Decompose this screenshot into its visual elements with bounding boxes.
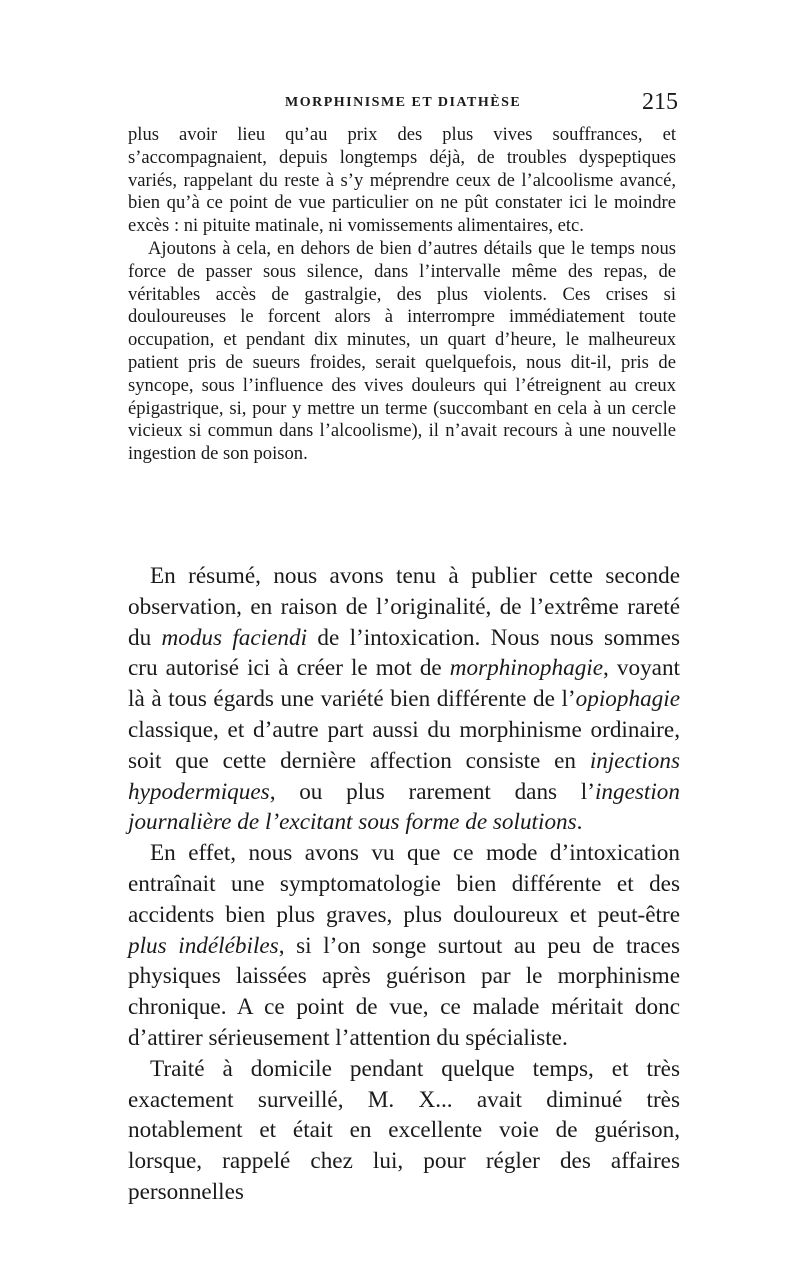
text-run: , voyant là à tous égards une variété bien différente de l’ (128, 655, 680, 713)
paragraph-treatment: Traité à domicile pendant quelque temps, et très exactement surveillé, M. X... avait diminué très notablement et était en excellente voie de guérison, lorsque, rappelé chez lui, pour régler des affaires personnelles (128, 1055, 680, 1205)
text-run: de l’intoxication. Nous nous sommes cru autorisé ici à créer le mot de (128, 624, 680, 682)
running-head: MORPHINISME ET DIATHÈSE (285, 95, 522, 110)
text-run: . (576, 809, 583, 836)
text-run: En résumé, nous avons tenu à publier cette seconde observation, en raison de l’originalité, de l’extrême rareté du (128, 563, 680, 651)
page-header (120, 89, 680, 123)
paragraph-continued: plus avoir lieu qu’au prix des plus vives souffrances, et s’accompagnaient, depuis longtemps déjà, de troubles dyspeptiques variés, rappelant du reste à s’y méprendre ceux de l’alcoolisme avancé, bien qu’à ce point de vue particulier on ne pût constater ici le moindre excès : ni pituite matinale, ni vomissements alimentaires, etc. (128, 124, 676, 237)
paragraph-summary (128, 561, 680, 838)
italic-term: injections hypodermiques (128, 747, 680, 805)
paragraph: Ajoutons à cela, en dehors de bien d’autres détails que le temps nous force de passer sous silence, dans l’intervalle même des repas, de véritables accès de gastralgie, des plus violents. Ces crises si douloureuses le forcent alors à interrompre immédiatement toute occupation, et pendant dix minutes, un quart d’heure, le malheureux patient pris de sueurs froides, serait quelquefois, nous dit-il, pris de syncope, sous l’influence des vives douleurs qui l’étreignent au creux épigastrique, si, pour y mettre un terme (succombant en cela à un cercle vicieux si commun dans l’alcoolisme), il n’avait recours à une nouvelle ingestion de son poison. (128, 237, 676, 465)
italic-term: modus faciendi (161, 624, 308, 651)
small-print-section (128, 124, 676, 466)
italic-term: morphinophagie (449, 655, 604, 682)
page-number: 215 (642, 89, 678, 115)
main-text-section (128, 561, 680, 1208)
text-run: En effet, nous avons vu que ce mode d’intoxication entraînait une symptomatologie bien différente et des accidents bien plus graves, plus douloureux et peut-être (128, 840, 680, 928)
italic-term: plus indélébiles (128, 932, 279, 959)
italic-term: opiophagie (575, 686, 680, 713)
text-run: , ou plus rarement dans l’ (269, 778, 595, 805)
italic-term: ingestion journalière de l’excitant sous forme de solutions (128, 778, 680, 836)
paragraph-effect (128, 838, 680, 1054)
text-run: classique, et d’autre part aussi du morphinisme ordinaire, soit que cette dernière affection consiste en (128, 716, 680, 774)
text-run: , si l’on songe surtout au peu de traces physiques laissées après guérison par le morphinisme chronique. A ce point de vue, ce malade méritait donc d’attirer sérieusement l’attention du spécialiste. (128, 932, 681, 1051)
